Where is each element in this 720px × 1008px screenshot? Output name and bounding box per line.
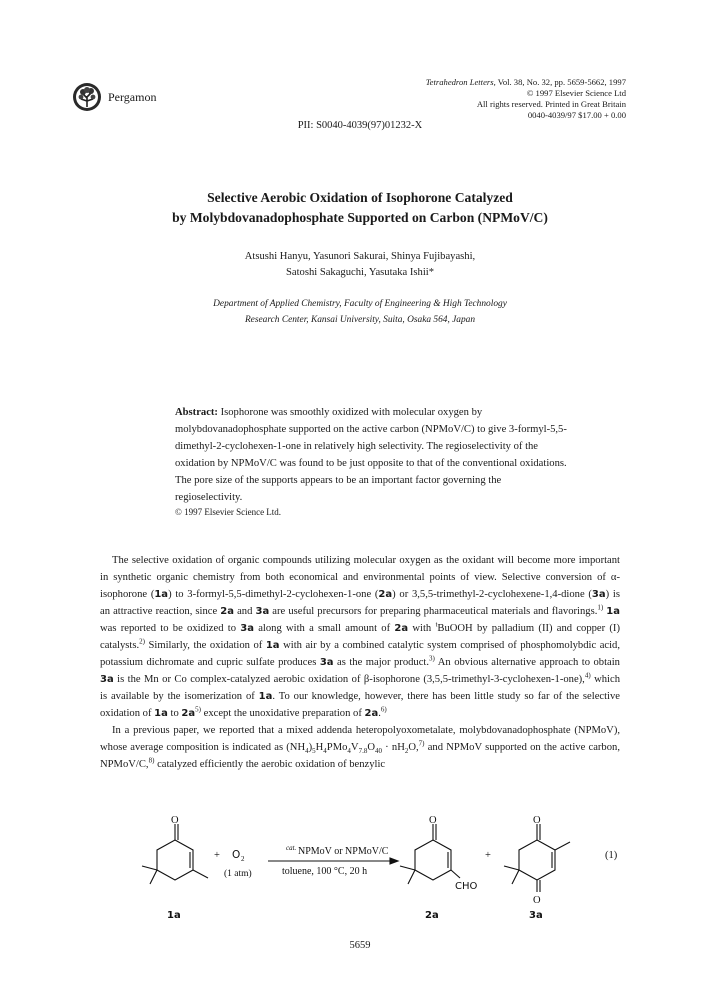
compound-2a: 2a xyxy=(364,708,379,719)
label-2a: 2a xyxy=(425,910,439,921)
pii: PII: S0040-4039(97)01232-X xyxy=(297,120,423,131)
ref-5: 5) xyxy=(195,705,201,714)
authors xyxy=(0,249,720,281)
publisher-name: Pergamon xyxy=(108,90,157,104)
compound-1a: 1a xyxy=(265,640,280,651)
atom-o-2a: O xyxy=(429,815,437,826)
plus-2: + xyxy=(485,850,491,861)
affiliation xyxy=(0,296,720,328)
journal-copyright: © 1997 Elsevier Science Ltd xyxy=(526,88,626,98)
oxygen-pressure: (1 atm) xyxy=(224,869,252,879)
affiliation-line-2: Research Center, Kansai University, Suita, Osaka 564, Japan xyxy=(244,315,476,325)
atom-o-3a-top: O xyxy=(533,815,541,826)
ref-7: 7) xyxy=(418,739,425,748)
structure-1a xyxy=(142,824,208,884)
oxygen-label: O xyxy=(232,849,241,861)
journal-name: Tetrahedron Letters xyxy=(425,77,494,87)
compound-1a: 1a xyxy=(154,589,169,600)
compound-1a: 1a xyxy=(154,708,168,719)
ref-2: 2) xyxy=(139,637,145,646)
label-1a: 1a xyxy=(167,910,181,921)
conditions-label: toluene, 100 °C, 20 h xyxy=(282,866,368,877)
body-text xyxy=(100,552,620,773)
plus-1: + xyxy=(214,850,220,861)
title-line-2: by Molybdovanadophosphate Supported on Carbon (NPMoV/C) xyxy=(172,210,548,225)
reaction-scheme xyxy=(100,812,620,922)
title-line-1: Selective Aerobic Oxidation of Isophorone Catalyzed xyxy=(207,190,513,205)
compound-3a: 3a xyxy=(319,657,334,668)
abstract-label: Abstract: xyxy=(175,407,218,418)
cho-group: CHO xyxy=(455,881,478,892)
oxygen-subscript: 2 xyxy=(241,855,245,863)
compound-1a: 1a xyxy=(258,691,273,702)
atom-o-3a-bottom: O xyxy=(533,895,541,906)
abstract-copyright: © 1997 Elsevier Science Ltd. xyxy=(175,507,282,517)
compound-3a: 3a xyxy=(240,623,254,634)
page-number: 5659 xyxy=(349,940,371,951)
ref-6: 6) xyxy=(380,705,387,714)
compound-2a: 2a xyxy=(220,606,235,617)
ref-1: 1) xyxy=(597,603,604,612)
ref-3: 3) xyxy=(429,654,435,663)
abstract-text: Isophorone was smoothly oxidized with molecular oxygen by molybdovanadophosphate supported on the active carbon (NPMoV/C) to give 3-formyl-5,5-dimethyl-2-cyclohexen-1-one in relatively high selectivity. The regioselectivity of the oxidation by NPMoV/C was found to be just opposite to that of the conventional oxidations. The pore size of the supports appears to be an important factor governing the regioselectivity. xyxy=(175,407,567,503)
abstract xyxy=(175,404,570,518)
catalyst-label: NPMoV or NPMoV/C xyxy=(298,846,389,857)
compound-2a: 2a xyxy=(181,708,196,719)
compound-1a: 1a xyxy=(606,606,620,617)
label-3a: 3a xyxy=(529,910,543,921)
compound-3a: 3a xyxy=(255,606,270,617)
structure-3a xyxy=(504,824,570,892)
journal-info xyxy=(426,77,626,121)
structure-2a xyxy=(400,824,460,884)
journal-price: 0040-4039/97 $17.00 + 0.00 xyxy=(527,110,626,120)
elsevier-tree-logo-icon xyxy=(72,82,102,112)
compound-2a: 2a xyxy=(394,623,409,634)
authors-line-1: Atsushi Hanyu, Yasunori Sakurai, Shinya Fujibayashi, xyxy=(244,251,476,262)
ref-8: 8) xyxy=(148,756,155,765)
compound-2a: 2a xyxy=(378,589,393,600)
catalyst-prefix: cat. xyxy=(286,844,297,852)
ref-4: 4) xyxy=(584,671,591,680)
atom-o-1a: O xyxy=(171,815,179,826)
compound-3a: 3a xyxy=(100,674,114,685)
affiliation-line-1: Department of Applied Chemistry, Faculty of Engineering & High Technology xyxy=(213,299,507,309)
compound-3a: 3a xyxy=(591,589,606,600)
journal-citation: Tetrahedron Letters, Vol. 38, No. 32, pp. 5659-5662, 1997 xyxy=(425,77,626,87)
paper-title xyxy=(0,188,720,228)
equation-number: (1) xyxy=(605,850,618,861)
authors-line-2: Satoshi Sakaguchi, Yasutaka Ishii* xyxy=(285,267,434,278)
paragraph-2: In a previous paper, we reported that a mixed addenda heteropolyoxometalate, molybdovanadophosphate (NPMoV), whose average composition is indicated as $(NH_4)_5H_4PMo_4V_{7.8}O_{40} \cdot nH_2O,^{7)}$ and NPMoV supported on the active carbon, NPMoV/C,$^{8)}$ catalyzed efficiently the aerobic oxidation of benzylic xyxy=(100,725,620,770)
paragraph-1: The selective oxidation of organic compounds utilizing molecular oxygen as the oxidant will become more important in synthetic organic chemistry from both economical and environmental points of view. Selective conversion of α-isophorone (1a) to 3-formyl-5,5-dimethyl-2-cyclohexen-1-one (2a) or 3,5,5-trimethyl-2-cyclohexene-1,4-dione (3a) is an attractive reaction, since 2a and 3a are useful precursors for preparing pharmaceutical materials and flavorings.$^{1)}$ 1a was reported to be oxidized to 3a along with a small amount of 2a with $^t$BuOOH by palladium (II) and copper (I) catalysts.$^{2)}$ Similarly, the oxidation of 1a with air by a combined catalytic system comprised of phosphomolybdic acid, potassium dichromate and cupric sulfate produces 3a as the major product.$^{3)}$ An obvious alternative approach to obtain 3a is the Mn or Co complex-catalyzed aerobic oxidation of β-isophorone (3,5,5-trimethyl-3-cyclohexen-1-one),$^{4)}$ which is available by the isomerization of 1a. To our knowledge, however, there has been little study so far of the selective oxidation of 1a to $2a^{5)}$ except the unoxidative preparation of 2a.$^{6)}$ xyxy=(100,555,620,719)
journal-rights: All rights reserved. Printed in Great Britain xyxy=(476,99,626,109)
